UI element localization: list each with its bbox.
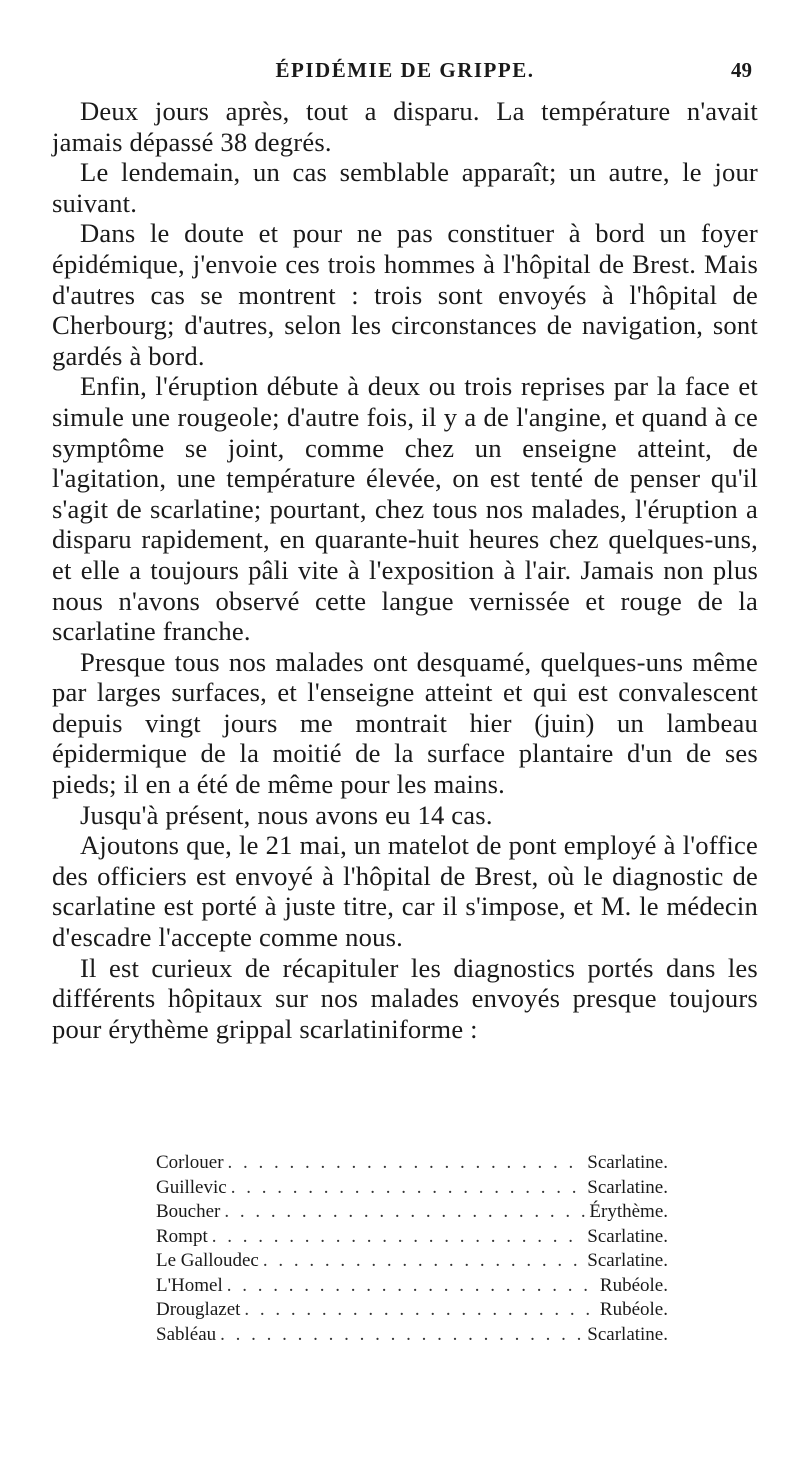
dot-leader: [220, 1324, 583, 1346]
paragraph: Deux jours après, tout a disparu. La température n'avait jamais dépassé 38 degrés.: [52, 96, 758, 157]
dot-leader: [228, 1152, 584, 1174]
diagnosis: Scarlatine.: [587, 1323, 668, 1345]
dot-leader: [263, 1250, 583, 1272]
diagnosis: Érythème.: [589, 1201, 668, 1222]
diagnosis: Rubéole.: [599, 1274, 668, 1296]
dot-leader: [212, 1226, 584, 1248]
page-number: 49: [731, 58, 752, 82]
page-header: [52, 58, 758, 92]
patient-name: Le Galloudec: [156, 1250, 259, 1271]
list-item: [156, 1324, 668, 1349]
patient-name: Drouglazet: [156, 1299, 241, 1320]
patient-name: Guillevic: [156, 1176, 227, 1198]
diagnosis-list: [156, 1152, 668, 1348]
dot-leader: [231, 1177, 584, 1199]
patient-name: L'Homel: [156, 1274, 223, 1296]
running-title: ÉPIDÉMIE DE GRIPPE.: [275, 58, 535, 82]
paragraph: Enfin, l'éruption débute à deux ou trois reprises par la face et simule une rougeole; d'autre fois, il y a de l'angine, et quand à ce symptôme se joint, comme chez un enseigne atteint, de l'agitation, une température élevée, on est tenté de penser qu'il s'agit de scarlatine; pourtant, chez tous nos malades, l'éruption a disparu rapidement, en quarante-huit heures chez quelques-uns, et elle a toujours pâli vite à l'exposition à l'air. Jamais non plus nous n'avons observé cette langue vernissée et rouge de la scarlatine franche.: [52, 371, 758, 647]
dot-leader: [227, 1275, 596, 1297]
list-item: [156, 1226, 668, 1251]
diagnosis: Scarlatine.: [587, 1250, 668, 1271]
list-item: [156, 1201, 668, 1226]
patient-name: Boucher: [156, 1201, 221, 1222]
list-item: [156, 1299, 668, 1324]
diagnosis: Scarlatine.: [587, 1152, 668, 1173]
list-item: [156, 1177, 668, 1202]
body-text: [52, 96, 758, 1044]
patient-name: Sabléau: [156, 1323, 217, 1345]
dot-leader: [244, 1299, 596, 1321]
list-item: [156, 1250, 668, 1275]
paragraph: Il est curieux de récapituler les diagnostics portés dans les différents hôpitaux sur nos malades envoyés presque toujours pour érythème grippal scarlatiniforme :: [52, 952, 758, 1044]
list-item: [156, 1275, 668, 1300]
patient-name: Rompt: [156, 1225, 208, 1247]
diagnosis: Rubéole.: [599, 1299, 668, 1320]
paragraph: Ajoutons que, le 21 mai, un matelot de pont employé à l'office des officiers est envoyé à l'hôpital de Brest, où le diagnostic de scarlatine est porté à juste titre, car il s'impose, et M. le médecin d'escadre l'accepte comme nous.: [52, 830, 758, 953]
paragraph: Jusqu'à présent, nous avons eu 14 cas.: [80, 799, 493, 830]
paragraph: Dans le doute et pour ne pas constituer à bord un foyer épidémique, j'envoie ces trois hommes à l'hôpital de Brest. Mais d'autres cas se montrent : trois sont envoyés à l'hôpital de Cherbourg; d'autres, selon les circonstances de navigation, sont gardés à bord.: [52, 218, 758, 371]
diagnosis: Scarlatine.: [587, 1176, 668, 1198]
list-item: [156, 1152, 668, 1177]
patient-name: Corlouer: [156, 1152, 224, 1173]
paragraph: Le lendemain, un cas semblable apparaît; un autre, le jour suivant.: [52, 157, 758, 218]
paragraph: Presque tous nos malades ont desquamé, quelques-uns même par larges surfaces, et l'enseigne atteint et qui est convalescent depuis vingt jours me montrait hier (juin) un lambeau épidermique de la moitié de la surface plantaire d'un de ses pieds; il en a été de même pour les mains.: [52, 646, 758, 800]
dot-leader: [224, 1201, 585, 1223]
diagnosis: Scarlatine.: [587, 1225, 668, 1247]
